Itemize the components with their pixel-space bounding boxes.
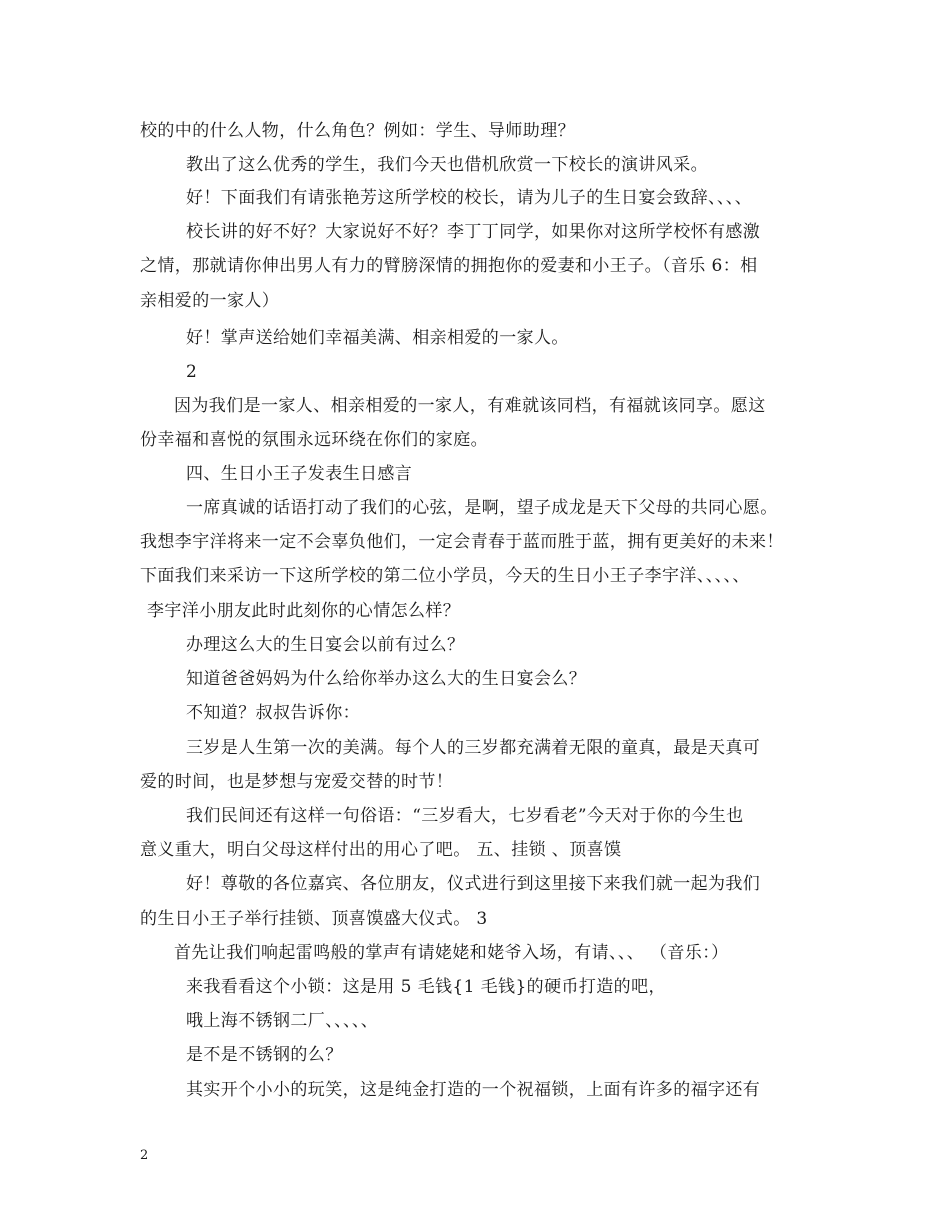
text-line: 哦上海不锈钢二厂、、、、、 [186, 1011, 379, 1031]
text-line: 三岁是人生第一次的美满。每个人的三岁都充满着无限的童真，最是天真可 [186, 738, 761, 758]
text-line: 不知道？叔叔告诉你： [186, 703, 360, 723]
text-line: 爱的时间，也是梦想与宠爱交替的时节！ [140, 772, 454, 792]
text-line: 李宇洋小朋友此时此刻你的心情怎么样？ [147, 601, 461, 621]
text-line: 好！掌声送给她们幸福美满、相亲相爱的一家人。 [186, 328, 569, 348]
text-line: 意义重大，明白父母这样付出的用心了吧。 五、挂锁 、顶喜馍 [140, 840, 622, 860]
text-line: 我们民间还有这样一句俗语：“三岁看大，七岁看老”今天对于你的今生也 [186, 806, 744, 826]
text-line: 办理这么大的生日宴会以前有过么？ [186, 635, 465, 655]
text-line: 来我看看这个小锁：这是用 5 毛钱{1 毛钱}的硬币打造的吧， [186, 977, 666, 997]
text-line: 的生日小王子举行挂锁、顶喜馍盛大仪式。 3 [140, 909, 488, 929]
page-marker: 2 [186, 362, 198, 382]
text-line: 教出了这么优秀的学生，我们今天也借机欣赏一下校长的演讲风采。 [186, 155, 708, 175]
text-line: 好！下面我们有请张艳芳这所学校的校长，请为儿子的生日宴会致辞、、、、 [186, 188, 753, 208]
text-line: 下面我们来采访一下这所学校的第二位小学员，今天的生日小王子李宇洋、、、、、 [140, 566, 750, 586]
text-line: 知道爸爸妈妈为什么给你举办这么大的生日宴会么？ [186, 669, 587, 689]
text-line: 亲相爱的一家人） [140, 291, 280, 311]
section-heading: 四、生日小王子发表生日感言 [186, 464, 413, 484]
text-line: 一席真诚的话语打动了我们的心弦，是啊，望子成龙是天下父母的共同心愿。 [186, 498, 778, 518]
text-line: 校的中的什么人物，什么角色？例如：学生、导师助理？ [140, 121, 575, 141]
text-line: 是不是不锈钢的么？ [186, 1045, 343, 1065]
text-line: 好！尊敬的各位嘉宾、各位朋友，仪式进行到这里接下来我们就一起为我们 [186, 874, 761, 894]
text-line: 份幸福和喜悦的氛围永远环绕在你们的家庭。 [140, 430, 488, 450]
footer-page-number: 2 [140, 1148, 149, 1163]
text-line: 我想李宇洋将来一定不会辜负他们，一定会青春于蓝而胜于蓝，拥有更美好的未来！ [140, 532, 784, 552]
text-line: 其实开个小小的玩笑，这是纯金打造的一个祝福锁，上面有许多的福字还有 [186, 1080, 761, 1100]
text-line: 因为我们是一家人、相亲相爱的一家人，有难就该同档，有福就该同享。愿这 [174, 396, 766, 416]
text-line: 校长讲的好不好？大家说好不好？李丁丁同学，如果你对这所学校怀有感激 [186, 222, 761, 242]
text-line: 首先让我们响起雷鸣般的掌声有请姥姥和姥爷入场，有请、、、 （音乐：） [174, 943, 729, 963]
text-line: 之情，那就请你伸出男人有力的臂膀深情的拥抱你的爱妻和小王子。（音乐 6：相 [140, 256, 758, 276]
